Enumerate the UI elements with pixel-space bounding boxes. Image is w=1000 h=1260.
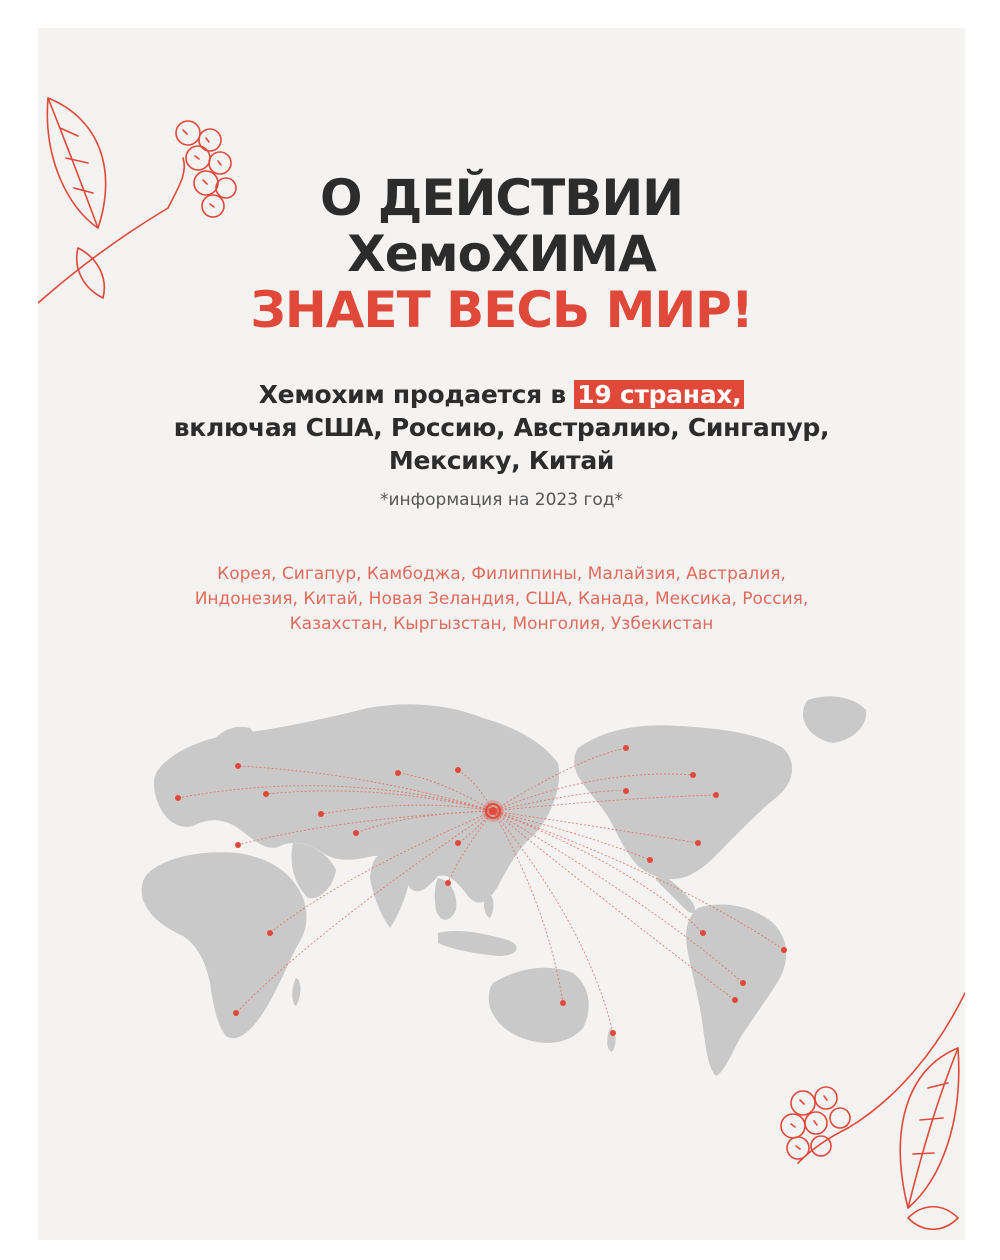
country-dot: [713, 792, 719, 798]
country-dot: [455, 767, 461, 773]
landmass-africa: [142, 852, 307, 1038]
country-dot: [781, 947, 787, 953]
poster: [38, 28, 965, 1240]
landmass-madagascar: [292, 978, 300, 1006]
country-dot: [233, 1010, 239, 1016]
country-dot: [695, 840, 701, 846]
subtitle-line-2: включая США, Россию, Австралию, Сингапур,: [173, 413, 830, 442]
countries-line-3: Казахстан, Кыргызстан, Монголия, Узбекистан: [289, 614, 714, 634]
countries-count-highlight: 19 странах,: [574, 380, 744, 409]
landmass-indonesia: [438, 931, 517, 956]
country-dot: [623, 788, 629, 794]
landmass-central-america: [656, 873, 695, 913]
subtitle-prefix: Хемохим продается в: [258, 380, 575, 409]
landmass-greenland: [803, 696, 866, 743]
country-dot: [455, 840, 461, 846]
country-dot: [395, 770, 401, 776]
landmass-north-america: [574, 725, 792, 879]
country-dot: [732, 997, 738, 1003]
country-dot: [560, 1000, 566, 1006]
country-dot: [610, 1030, 616, 1036]
title-line-1: О ДЕЙСТВИИ: [319, 169, 684, 227]
country-dot: [647, 857, 653, 863]
country-dot: [267, 930, 273, 936]
country-dot: [353, 830, 359, 836]
country-dot: [235, 842, 241, 848]
country-dot: [690, 772, 696, 778]
countries-line-1: Корея, Сигапур, Камбоджа, Филиппины, Малайзия, Австралия,: [217, 564, 786, 584]
country-dot: [700, 930, 706, 936]
country-dot: [263, 791, 269, 797]
country-dot: [318, 811, 324, 817]
landmass-australia: [489, 968, 589, 1043]
country-dot: [175, 795, 181, 801]
subtitle-line-3: Мексику, Китай: [388, 446, 615, 475]
country-dot: [623, 745, 629, 751]
info-note: *информация на 2023 год*: [379, 490, 624, 510]
korea-hub-marker: [482, 800, 504, 822]
country-dot: [235, 763, 241, 769]
countries-line-2: Индонезия, Китай, Новая Зеландия, США, Канада, Мексика, Россия,: [194, 589, 809, 609]
landmass-india: [370, 856, 410, 928]
landmass-south-america: [686, 904, 786, 1076]
country-dot: [740, 980, 746, 986]
title-line-3: ЗНАЕТ ВЕСЬ МИР!: [250, 281, 753, 339]
country-dot: [445, 880, 451, 886]
world-map: [38, 28, 965, 1240]
title-line-2: ХемоХИМА: [347, 225, 656, 283]
